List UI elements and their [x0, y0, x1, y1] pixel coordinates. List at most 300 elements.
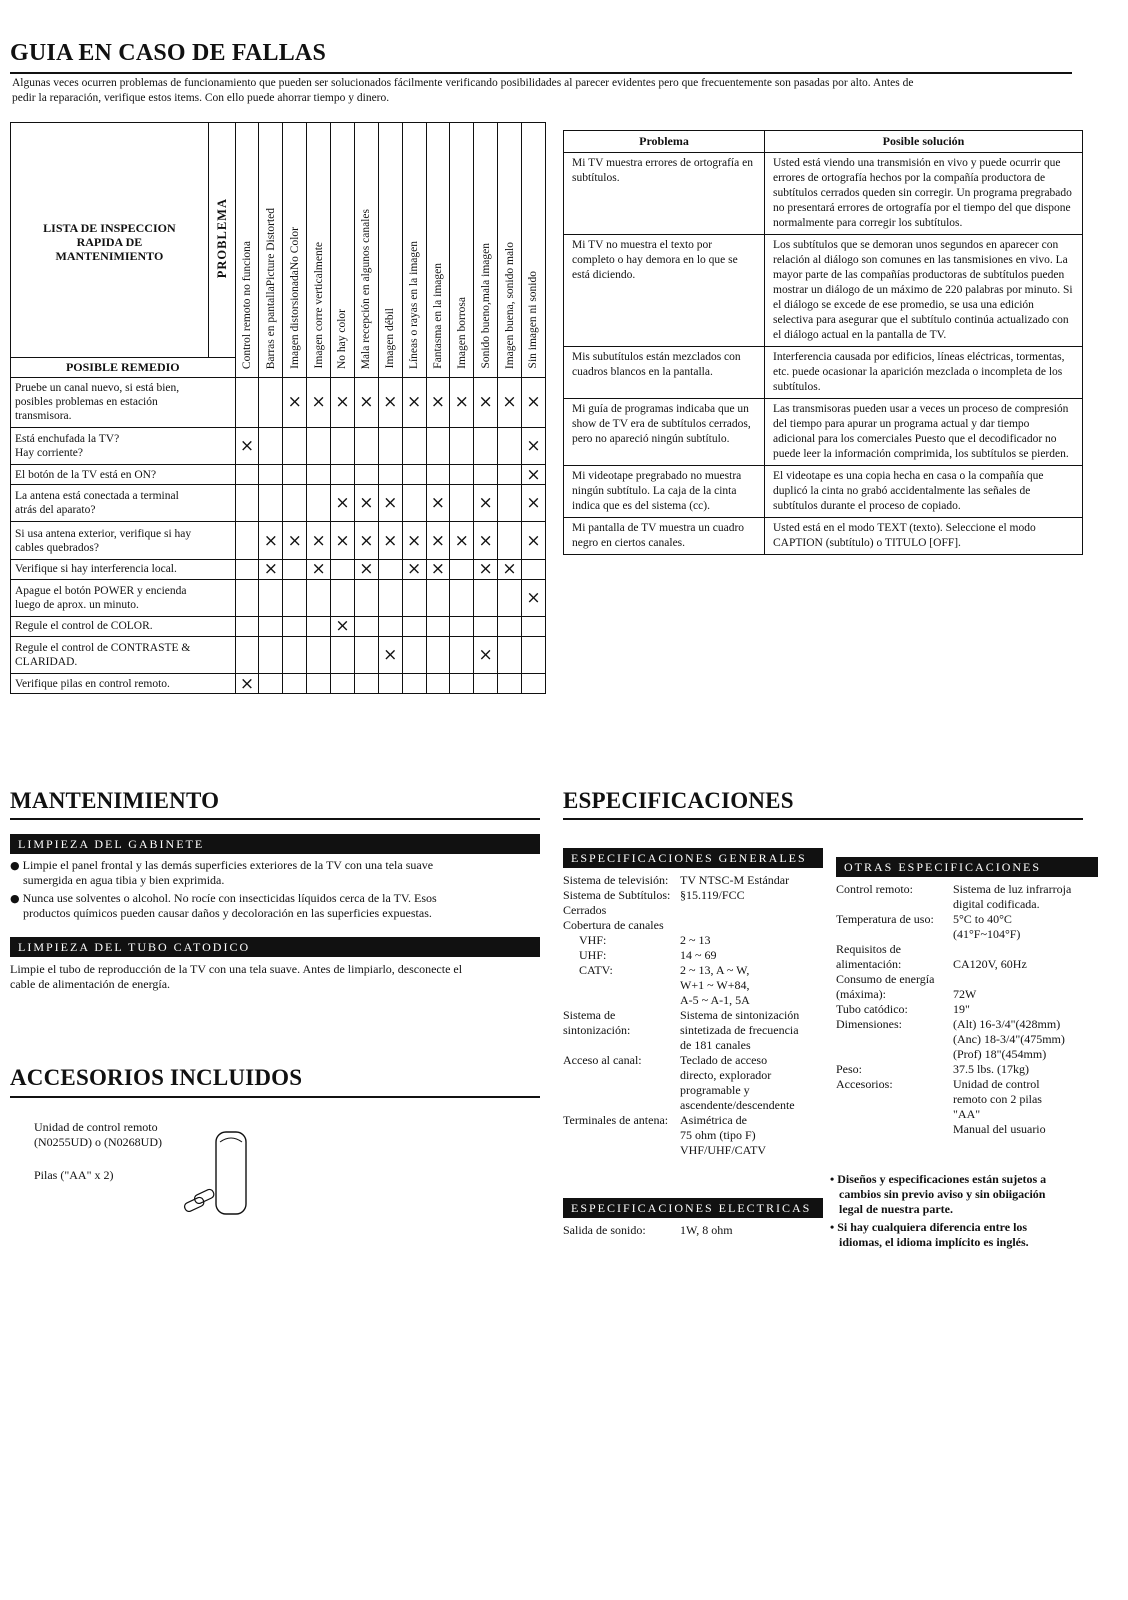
nota-idiomas: • Si hay cualquiera diferencia entre los idiomas, el idioma implícito es inglés.: [830, 1220, 1029, 1249]
bullet-dot: ●: [10, 859, 20, 872]
check-cell: [283, 674, 307, 694]
check-cell: [402, 674, 426, 694]
check-cell: ×: [378, 484, 402, 521]
spec-label: Peso:: [836, 1062, 863, 1076]
problem-col-5: Mala recepción en algunos canales: [354, 123, 378, 378]
remedy-text: La antena está conectada a terminal atrás del aparato?: [11, 484, 236, 521]
check-cell: ×: [402, 377, 426, 427]
check-cell: [521, 674, 545, 694]
accesorio-pilas: Pilas ("AA" x 2): [34, 1168, 114, 1182]
check-cell: [259, 616, 283, 636]
check-cell: ×: [331, 484, 355, 521]
especificaciones-rule: [563, 818, 1083, 820]
check-cell: ×: [307, 522, 331, 559]
table-row: [11, 465, 546, 485]
spec-row: [836, 942, 1096, 957]
spec-value: Teclado de acceso: [680, 1053, 768, 1067]
spec-label: Control remoto:: [836, 882, 913, 896]
spec-label: Consumo de energía: [836, 972, 935, 986]
check-cell: [378, 579, 402, 616]
spec-label: Accesorios:: [836, 1077, 893, 1091]
check-cell: [331, 427, 355, 464]
check-cell: [283, 427, 307, 464]
check-cell: [378, 559, 402, 579]
guia-intro: Algunas veces ocurren problemas de funcionamiento que pueden ser solucionados fácilmente verificando posibilidades al parecer evidentes pero que frecuentemente son pasadas por alto. Antes de pedir la reparación, verifique estos items. Con ello puede ahorrar tiempo y dinero.: [12, 77, 914, 104]
check-cell: [426, 616, 450, 636]
spec-value: Sistema de luz infrarroja: [953, 882, 1072, 896]
accesorios-rule: [10, 1096, 540, 1098]
spec-label: Tubo catódico:: [836, 1002, 908, 1016]
spec-row: [836, 957, 1096, 972]
check-cell: ×: [402, 559, 426, 579]
check-cell: ×: [307, 377, 331, 427]
remedy-text: Pruebe un canal nuevo, si está bien, posibles problemas en estación transmisora.: [11, 377, 236, 427]
check-cell: [402, 465, 426, 485]
check-cell: [426, 636, 450, 673]
check-cell: [450, 579, 474, 616]
spec-value: 5°C to 40°C: [953, 912, 1012, 926]
check-cell: [378, 465, 402, 485]
table-row: [564, 518, 1083, 555]
spec-value: sintetizada de frecuencia: [680, 1023, 799, 1037]
check-cell: [354, 579, 378, 616]
spec-row: [836, 987, 1096, 1002]
table-row: [11, 427, 546, 464]
check-cell: [498, 579, 522, 616]
check-cell: ×: [426, 559, 450, 579]
spec-value: 2 ~ 13, A ~ W,: [680, 963, 750, 977]
remote-batteries-icon: [176, 1128, 266, 1220]
spec-row: [836, 1122, 1096, 1137]
spec-row: [836, 1062, 1096, 1077]
check-cell: [402, 484, 426, 521]
check-cell: [450, 616, 474, 636]
spec-value: 72W: [953, 987, 977, 1001]
check-cell: ×: [498, 377, 522, 427]
spec-row: [563, 963, 823, 978]
check-cell: [521, 559, 545, 579]
spec-row: [836, 1047, 1096, 1062]
check-cell: ×: [521, 377, 545, 427]
check-cell: ×: [450, 377, 474, 427]
check-cell: [307, 465, 331, 485]
check-cell: [354, 616, 378, 636]
spec-value: Unidad de control: [953, 1077, 1040, 1091]
check-cell: [402, 636, 426, 673]
check-cell: [402, 616, 426, 636]
remedy-text: El botón de la TV está en ON?: [11, 465, 236, 485]
check-cell: [331, 674, 355, 694]
check-cell: ×: [426, 377, 450, 427]
check-cell: ×: [354, 559, 378, 579]
spec-row: [563, 1068, 823, 1083]
spec-value: 75 ohm (tipo F): [680, 1128, 756, 1142]
spec-value: CA120V, 60Hz: [953, 957, 1027, 971]
problem-col-8: Fantasma en la imagen: [426, 123, 450, 378]
check-cell: [378, 616, 402, 636]
check-cell: [283, 465, 307, 485]
spec-row: [563, 933, 823, 948]
table-row: [11, 522, 546, 559]
spec-row: [836, 1107, 1096, 1122]
check-cell: ×: [354, 377, 378, 427]
spec-row: [563, 1128, 823, 1143]
spec-row: [563, 1038, 823, 1053]
table-row: [11, 616, 546, 636]
spec-value: 37.5 lbs. (17kg): [953, 1062, 1029, 1076]
spec-label: Acceso al canal:: [563, 1053, 642, 1067]
check-cell: ×: [521, 427, 545, 464]
check-cell: [235, 377, 259, 427]
remedy-text: Regule el control de COLOR.: [11, 616, 236, 636]
spec-row: [563, 918, 823, 933]
spec-row: [563, 1223, 823, 1238]
spec-value: (Prof) 18"(454mm): [953, 1047, 1047, 1061]
remedy-text: Está enchufada la TV? Hay corriente?: [11, 427, 236, 464]
spec-row: [563, 1053, 823, 1068]
solution-cell: Usted está en el modo TEXT (texto). Seleccione el modo CAPTION (subtítulo) o TITULO [OFF].: [765, 518, 1083, 555]
problem-col-7: Líneas o rayas en la imagen: [402, 123, 426, 378]
remedy-text: Verifique pilas en control remoto.: [11, 674, 236, 694]
spec-value: Manual del usuario: [953, 1122, 1046, 1136]
check-cell: [283, 484, 307, 521]
check-cell: [450, 465, 474, 485]
spec-value: remoto con 2 pilas: [953, 1092, 1042, 1106]
check-cell: [307, 674, 331, 694]
spec-row: [563, 903, 823, 918]
check-cell: ×: [354, 484, 378, 521]
col-solucion: Posible solución: [765, 131, 1083, 153]
check-cell: [259, 377, 283, 427]
check-cell: [402, 579, 426, 616]
check-cell: [307, 427, 331, 464]
spec-row: [563, 1008, 823, 1023]
problema-header: PROBLEMA: [208, 123, 235, 358]
check-cell: [474, 616, 498, 636]
check-cell: [307, 484, 331, 521]
spec-value: 2 ~ 13: [680, 933, 711, 947]
check-cell: [283, 636, 307, 673]
check-cell: [235, 465, 259, 485]
spec-value: 14 ~ 69: [680, 948, 717, 962]
table-row: [564, 235, 1083, 347]
table-row: [564, 347, 1083, 399]
problem-col-11: Imagen buena, sonido malo: [498, 123, 522, 378]
spec-row: [836, 897, 1096, 912]
solution-cell: Los subtítulos que se demoran unos segundos en aparecer con relación al diálogo son comunes en las tansmisiones en vivo. La mayor parte de las compañías productoras de subtítulos pueden mostrar un diálogo de un máximo de 220 palabras por minuto. Si el diálogo se excede de ese promedio, se usa una edición selectiva para asegurar que el subtítulo continúa actualizado con el diálogo actual en la pantalla de TV.: [765, 235, 1083, 347]
table-row: [11, 579, 546, 616]
problem-col-9: Imagen borrosa: [450, 123, 474, 378]
check-cell: [259, 465, 283, 485]
tubo-bar: LIMPIEZA DEL TUBO CATODICO: [10, 937, 540, 957]
spec-label: VHF:: [579, 933, 607, 947]
problem-col-0: Control remoto no funciona: [235, 123, 259, 378]
mantenimiento-rule: [10, 818, 540, 820]
check-cell: ×: [235, 427, 259, 464]
check-cell: ×: [283, 377, 307, 427]
remedio-header: POSIBLE REMEDIO: [11, 358, 236, 378]
check-cell: ×: [450, 522, 474, 559]
solutions-table: [563, 130, 1083, 555]
check-cell: [498, 522, 522, 559]
problem-cell: Mi TV no muestra el texto por completo o hay demora en lo que se está diciendo.: [564, 235, 765, 347]
solution-cell: El videotape es una copia hecha en casa o la compañía que duplicó la cinta no grabó accidentalmente las señales de subtítulos durante el proceso de copiado.: [765, 466, 1083, 518]
spec-row: [563, 1023, 823, 1038]
spec-value: Sistema de sintonización: [680, 1008, 800, 1022]
spec-row: [836, 1032, 1096, 1047]
problem-cell: Mi guía de programas indicaba que un show de TV era de subtítulos cerrados, pero no apareció ningún subtítulo.: [564, 399, 765, 466]
spec-value: "AA": [953, 1107, 981, 1121]
check-cell: [521, 616, 545, 636]
remedy-text: Regule el control de CONTRASTE & CLARIDAD.: [11, 636, 236, 673]
spec-value: W+1 ~ W+84,: [680, 978, 750, 992]
spec-row: [563, 993, 823, 1008]
spec-value: programable y: [680, 1083, 750, 1097]
spec-row: [836, 927, 1096, 942]
check-cell: [307, 616, 331, 636]
check-cell: [259, 674, 283, 694]
check-cell: [498, 674, 522, 694]
check-cell: ×: [259, 522, 283, 559]
spec-value: digital codificada.: [953, 897, 1040, 911]
check-cell: ×: [354, 522, 378, 559]
spec-label: Cerrados: [563, 903, 607, 917]
spec-label: Sistema de: [563, 1008, 616, 1022]
check-cell: ×: [378, 636, 402, 673]
check-cell: [521, 636, 545, 673]
spec-value: directo, explorador: [680, 1068, 772, 1082]
spec-value: (41°F~104°F): [953, 927, 1021, 941]
spec-label: Sistema de Subtítulos:: [563, 888, 671, 902]
check-cell: [235, 616, 259, 636]
problem-col-12: Sin imagen ni sonido: [521, 123, 545, 378]
check-cell: [235, 636, 259, 673]
check-cell: ×: [283, 522, 307, 559]
check-cell: ×: [521, 579, 545, 616]
spec-row: [836, 912, 1096, 927]
check-cell: [259, 427, 283, 464]
check-cell: [354, 427, 378, 464]
spec-row: [563, 873, 823, 888]
check-cell: [331, 579, 355, 616]
tubo-text: Limpie el tubo de reproducción de la TV con una tela suave. Antes de limpiarlo, desconecte el cable de alimentación de energía.: [10, 962, 463, 991]
check-cell: ×: [378, 522, 402, 559]
check-cell: [426, 579, 450, 616]
table-row: [11, 559, 546, 579]
problem-cell: Mi TV muestra errores de ortografía en subtítulos.: [564, 153, 765, 235]
check-cell: [307, 579, 331, 616]
spec-label: CATV:: [579, 963, 613, 977]
spec-row: [563, 978, 823, 993]
check-cell: ×: [474, 377, 498, 427]
table-row: [564, 153, 1083, 235]
spec-value: §15.119/FCC: [680, 888, 745, 902]
check-cell: [378, 674, 402, 694]
check-cell: [354, 674, 378, 694]
spec-row: [836, 882, 1096, 897]
problem-cell: Mi videotape pregrabado no muestra ningún subtítulo. La caja de la cinta indica que es del sistema (cc).: [564, 466, 765, 518]
spec-label: Dimensiones:: [836, 1017, 902, 1031]
spec-value: VHF/UHF/CATV: [680, 1143, 767, 1157]
spec-label: Temperatura de uso:: [836, 912, 934, 926]
spec-value: TV NTSC-M Estándar: [680, 873, 790, 887]
spec-value: 19": [953, 1002, 970, 1016]
check-cell: ×: [426, 522, 450, 559]
check-cell: [235, 559, 259, 579]
check-cell: [450, 674, 474, 694]
check-cell: [426, 465, 450, 485]
mantenimiento-title: MANTENIMIENTO: [10, 788, 220, 813]
check-cell: ×: [474, 636, 498, 673]
check-cell: [498, 465, 522, 485]
accesorio-control: Unidad de control remoto (N0255UD) o (N0268UD): [34, 1120, 162, 1149]
check-cell: ×: [259, 559, 283, 579]
check-cell: [426, 674, 450, 694]
accesorios-title: ACCESORIOS INCLUIDOS: [10, 1065, 303, 1090]
spec-row: [563, 1083, 823, 1098]
check-cell: [474, 674, 498, 694]
check-cell: [498, 427, 522, 464]
check-cell: [307, 636, 331, 673]
remedy-text: Si usa antena exterior, verifique si hay cables quebrados?: [11, 522, 236, 559]
spec-row: [836, 1077, 1096, 1092]
col-problema: Problema: [564, 131, 765, 153]
spec-value: (Alt) 16-3/4"(428mm): [953, 1017, 1061, 1031]
spec-row: [836, 1002, 1096, 1017]
guia-title: GUIA EN CASO DE FALLAS: [10, 40, 327, 66]
check-cell: [450, 559, 474, 579]
check-cell: ×: [402, 522, 426, 559]
otras-list: [836, 882, 1096, 1137]
check-cell: [498, 484, 522, 521]
spec-label: Requisitos de: [836, 942, 901, 956]
check-cell: [378, 427, 402, 464]
spec-label: alimentación:: [836, 957, 902, 971]
especificaciones-title: ESPECIFICACIONES: [563, 788, 794, 813]
otras-bar: OTRAS ESPECIFICACIONES: [836, 857, 1098, 877]
remedy-text: Apague el botón POWER y encienda luego de aprox. un minuto.: [11, 579, 236, 616]
check-cell: [259, 484, 283, 521]
spec-label: Terminales de antena:: [563, 1113, 669, 1127]
check-cell: ×: [521, 522, 545, 559]
problem-col-4: No hay color: [331, 123, 355, 378]
spec-row: [563, 1098, 823, 1113]
check-cell: [354, 636, 378, 673]
check-cell: [426, 427, 450, 464]
check-cell: [331, 559, 355, 579]
check-cell: [474, 579, 498, 616]
spec-label: (máxima):: [836, 987, 886, 1001]
spec-label: UHF:: [579, 948, 607, 962]
spec-label: Cobertura de canales: [563, 918, 664, 932]
spec-label: Sistema de televisión:: [563, 873, 669, 887]
problem-col-2: Imagen distorsionadaNo Color: [283, 123, 307, 378]
check-cell: [474, 427, 498, 464]
spec-row: [836, 1092, 1096, 1107]
spec-value: A-5 ~ A-1, 5A: [680, 993, 750, 1007]
generales-list: [563, 873, 823, 1158]
problem-cell: Mis subutítulos están mezclados con cuadros blancos en la pantalla.: [564, 347, 765, 399]
gabinete-bar: LIMPIEZA DEL GABINETE: [10, 834, 540, 854]
generales-bar: ESPECIFICACIONES GENERALES: [563, 848, 823, 868]
check-cell: [402, 427, 426, 464]
nota-disenos: • Diseños y especificaciones están sujetos a cambios sin previo aviso y sin obiigación legal de nuestra parte.: [830, 1172, 1047, 1216]
check-cell: ×: [331, 377, 355, 427]
check-cell: [283, 559, 307, 579]
check-cell: ×: [474, 522, 498, 559]
check-cell: [354, 465, 378, 485]
solution-cell: Usted está viendo una transmisión en vivo y puede ocurrir que errores de ortografía hechos por la compañía productora de subtítulos cerrados queden sin corregir. Un programa pregrabado no presentará errores de ortografía por el tiempo del que dispone normalmente para corregir los subtítulos.: [765, 153, 1083, 235]
title-rule: [10, 72, 1072, 74]
problem-cell: Mi pantalla de TV muestra un cuadro negro en ciertos canales.: [564, 518, 765, 555]
spec-row: [563, 888, 823, 903]
spec-value: ascendente/descendente: [680, 1098, 795, 1112]
check-cell: ×: [331, 616, 355, 636]
problem-col-1: Barras en pantallaPicture Distorted: [259, 123, 283, 378]
problem-col-6: Imagen débil: [378, 123, 402, 378]
check-cell: [259, 636, 283, 673]
bullet-gabinete-1: ● Limpie el panel frontal y las demás superficies exteriores de la TV con una tela suave sumergida en agua tibia y bien exprimida.: [10, 858, 434, 887]
problem-col-10: Sonido bueno,mala imagen: [474, 123, 498, 378]
spec-row: [836, 972, 1096, 987]
electricas-list: [563, 1223, 823, 1238]
check-cell: [498, 636, 522, 673]
check-cell: [259, 579, 283, 616]
check-cell: [235, 579, 259, 616]
check-cell: [450, 484, 474, 521]
solution-cell: Interferencia causada por edificios, líneas eléctricas, tormentas, etc. puede ocasionar la aparición mezclada o incompleta de los subtítulos.: [765, 347, 1083, 399]
check-cell: [235, 484, 259, 521]
check-cell: [283, 616, 307, 636]
check-cell: ×: [521, 465, 545, 485]
spec-row: [563, 1143, 823, 1158]
check-cell: [235, 522, 259, 559]
checklist-table: [10, 122, 546, 694]
check-cell: [450, 427, 474, 464]
table-row: [564, 466, 1083, 518]
problem-col-3: Imagen corre verticalmente: [307, 123, 331, 378]
spec-value: Asimétrica de: [680, 1113, 747, 1127]
table-row: [11, 636, 546, 673]
check-cell: ×: [474, 559, 498, 579]
check-cell: ×: [426, 484, 450, 521]
bullet-dot: ●: [10, 892, 20, 905]
check-cell: ×: [498, 559, 522, 579]
check-cell: ×: [474, 484, 498, 521]
check-cell: ×: [307, 559, 331, 579]
check-cell: [450, 636, 474, 673]
spec-row: [836, 1017, 1096, 1032]
check-cell: [498, 616, 522, 636]
check-cell: ×: [331, 522, 355, 559]
spec-row: [563, 948, 823, 963]
spec-label: Salida de sonido:: [563, 1223, 646, 1237]
remedy-text: Verifique si hay interferencia local.: [11, 559, 236, 579]
bullet-gabinete-2: ● Nunca use solventes o alcohol. No rocíe con insecticidas líquidos cerca de la TV. Esos productos químicos pueden causar daños y decoloración en las superficies expuestas.: [10, 891, 437, 920]
table-row: [11, 484, 546, 521]
table-row: [564, 399, 1083, 466]
spec-label: sintonización:: [563, 1023, 631, 1037]
check-cell: [474, 465, 498, 485]
spec-row: [563, 1113, 823, 1128]
check-cell: ×: [521, 484, 545, 521]
solution-cell: Las transmisoras pueden usar a veces un proceso de compresión del tiempo para apurar un programa actual y dar tiempo adicional para los comerciales Puesto que el decodificador no puede leer la información comprimida, los subtítulos se pierden.: [765, 399, 1083, 466]
electricas-bar: ESPECIFICACIONES ELECTRICAS: [563, 1198, 823, 1218]
spec-value: (Anc) 18-3/4"(475mm): [953, 1032, 1065, 1046]
table-row: [11, 674, 546, 694]
check-cell: ×: [235, 674, 259, 694]
spec-value: de 181 canales: [680, 1038, 751, 1052]
